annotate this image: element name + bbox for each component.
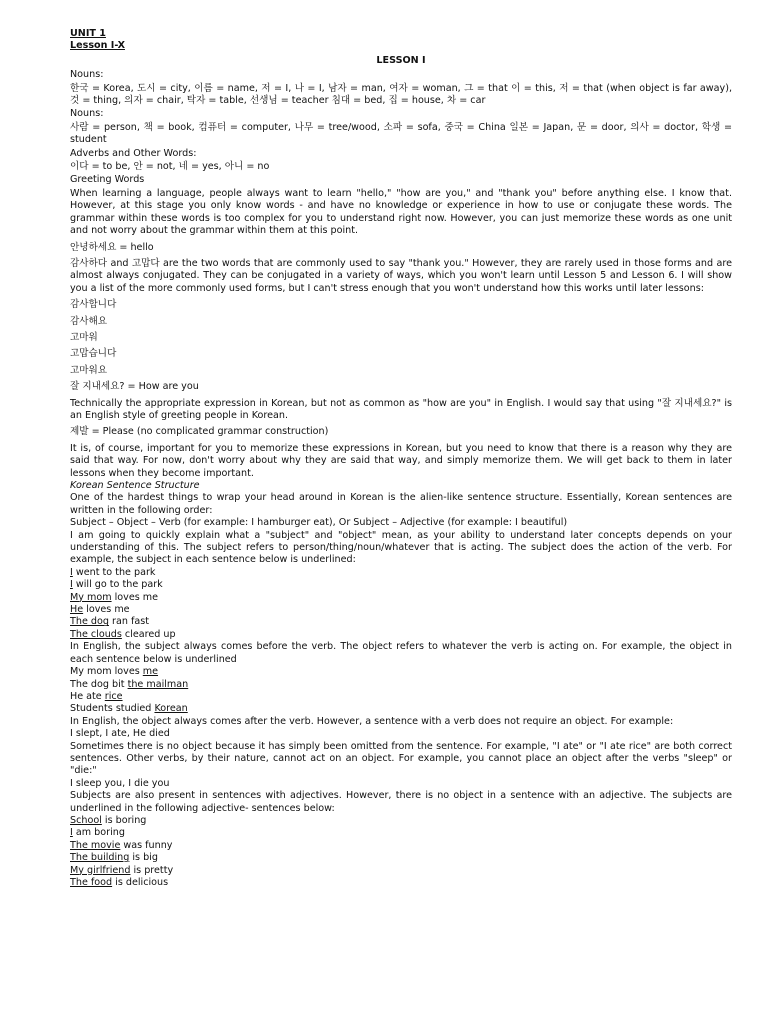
- underlined-subject: School: [70, 814, 102, 826]
- paragraph: Technically the appropriate expression in Korean, but not as common as "how are you" in English. I would say that using "잘 지내세요?" is an English style of greeting people in Korean.: [70, 397, 732, 421]
- underlined-subject: I: [70, 579, 73, 591]
- thank-you-form: 고마워요: [70, 364, 108, 376]
- underlined-object: me: [142, 666, 159, 678]
- lesson-title: LESSON I: [376, 54, 426, 66]
- paragraph: It is, of course, important for you to memorize these expressions in Korean, but you need to know that there is a reason why they are said that way. For now, don't worry about why they are said that way, and simply memorize them. We will get back to them in later lessons when they become important.: [70, 442, 732, 479]
- example-sentence: My mom loves me: [70, 666, 159, 678]
- paragraph: In English, the subject always comes before the verb. The object refers to whatever the verb is acting on. For example, the object in each sentence below is underlined: [70, 641, 732, 665]
- hello-definition: 안녕하세요 = hello: [70, 241, 154, 253]
- greeting-heading: Greeting Words: [70, 174, 145, 186]
- example-sentence: I sleep you, I die you: [70, 777, 170, 789]
- underlined-subject: The building: [70, 852, 130, 864]
- underlined-subject: The food: [70, 877, 113, 888]
- paragraph: One of the hardest things to wrap your head around in Korean is the alien-like sentence structure. Essentially, Korean sentences are written in the following order:: [70, 492, 732, 516]
- underlined-subject: I: [70, 566, 73, 578]
- how-are-you-definition: 잘 지내세요? = How are you: [70, 381, 199, 393]
- unit-heading: UNIT 1: [70, 28, 106, 39]
- thank-you-form: 감사합니다: [70, 299, 117, 311]
- sentence-structure-heading: Korean Sentence Structure: [70, 480, 200, 491]
- nouns-label: Nouns:: [70, 108, 104, 120]
- paragraph: When learning a language, people always want to learn "hello," "how are you," and "thank you" before anything else. I know that. However, at this stage you only know words - and have no knowledge or experience in how to use or conjugate these words. The grammar within these words is too complex for you to understand right now. However, you can just memorize these words as one unit and not worry about the grammar within them at this point.: [70, 187, 732, 237]
- example-sentence: My mom loves me: [70, 591, 159, 603]
- underlined-subject: My mom: [70, 591, 112, 603]
- example-sentence: I slept, I ate, He died: [70, 728, 170, 740]
- example-sentence: I am boring: [70, 827, 125, 839]
- thank-you-form: 고맙습니다: [70, 348, 117, 360]
- adverbs-label: Adverbs and Other Words:: [70, 147, 197, 159]
- adverbs-list: 이다 = to be, 안 = not, 네 = yes, 아니 = no: [70, 161, 270, 173]
- underlined-subject: I: [70, 827, 73, 839]
- underlined-object: rice: [104, 690, 123, 702]
- paragraph: Sometimes there is no object because it has simply been omitted from the sentence. For example, "I ate" or "I ate rice" are both correct sentences. Other verbs, by their nature, cannot act on an object. For example, you cannot place an object after the verbs "sleep" or "die:": [70, 740, 732, 777]
- paragraph: I am going to quickly explain what a "subject" and "object" mean, as your ability to understand later concepts depends on your understanding of this. The subject refers to person/thing/noun/whatever that is acting. The subject does the action of the verb. For example, the subject in each sentence below is underlined:: [70, 529, 732, 566]
- underlined-subject: The movie: [70, 839, 121, 851]
- example-sentence: The movie was funny: [70, 839, 173, 851]
- example-sentence: The dog bit the mailman: [70, 678, 189, 690]
- underlined-object: Korean: [154, 703, 188, 715]
- nouns-list: 사람 = person, 책 = book, 컴퓨터 = computer, 나무 = tree/wood, 소파 = sofa, 중국 = China 일본 = Japan, 문 = door, 의사 = doctor, 학생 = student: [70, 121, 732, 146]
- example-sentence: The dog ran fast: [70, 616, 149, 628]
- nouns-label: Nouns:: [70, 69, 104, 81]
- thank-you-form: 고마워: [70, 331, 98, 343]
- please-definition: 제발 = Please (no complicated grammar construction): [70, 426, 329, 438]
- example-sentence: The food is delicious: [70, 877, 169, 888]
- paragraph: 감사하다 and 고맙다 are the two words that are commonly used to say "thank you." However, they are rarely used in those forms and are almost always conjugated. They can be conjugated in a variety of ways, which you won't learn until Lesson 5 and Lesson 6. I will show you a list of the more commonly used forms, but I can't stress enough that you won't understand how this works until later lessons:: [70, 257, 732, 294]
- underlined-subject: My girlfriend: [70, 864, 131, 876]
- example-sentence: My girlfriend is pretty: [70, 864, 174, 876]
- example-sentence: I will go to the park: [70, 579, 163, 591]
- sentence-order: Subject – Object – Verb (for example: I hamburger eat), Or Subject – Adjective (for example: I beautiful): [70, 517, 568, 529]
- example-sentence: The clouds cleared up: [70, 628, 176, 640]
- example-sentence: He ate rice: [70, 690, 123, 702]
- nouns-list: 한국 = Korea, 도시 = city, 이름 = name, 저 = I, 나 = I, 남자 = man, 여자 = woman, 그 = that 이 = this, 저 = that (when object is far away), 것 = thing, 의자 = chair, 탁자 = table, 선생님 = teacher 침대 = bed, 집 = house, 차 = car: [70, 82, 732, 107]
- thank-you-form: 감사해요: [70, 315, 108, 327]
- underlined-subject: He: [70, 604, 84, 616]
- underlined-subject: The clouds: [70, 628, 122, 640]
- example-sentence: I went to the park: [70, 566, 156, 578]
- example-sentence: Students studied Korean: [70, 703, 188, 715]
- lesson-range-heading: Lesson I-X: [70, 40, 125, 52]
- underlined-subject: The dog: [70, 616, 109, 628]
- paragraph: In English, the object always comes after the verb. However, a sentence with a verb does not require an object. For example:: [70, 715, 674, 727]
- example-sentence: The building is big: [70, 852, 158, 864]
- example-sentence: School is boring: [70, 814, 147, 826]
- underlined-object: the mailman: [127, 678, 189, 690]
- paragraph: Subjects are also present in sentences with adjectives. However, there is no object in a sentence with an adjective. The subjects are underlined in the following adjective- sentences below:: [70, 790, 732, 814]
- example-sentence: He loves me: [70, 604, 130, 616]
